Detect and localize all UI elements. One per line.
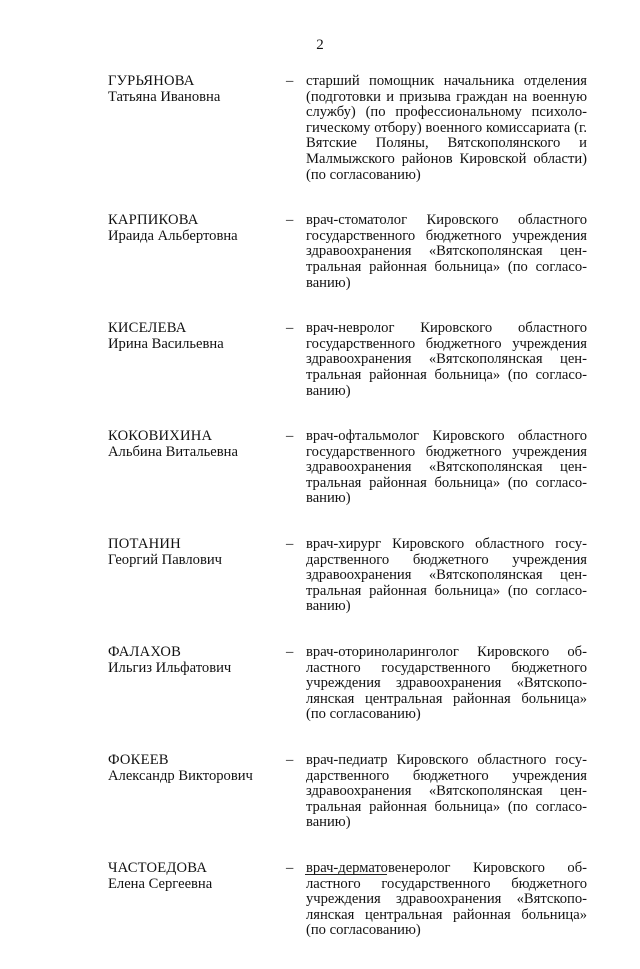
- member-role: врач-невролог Кировского областного государственного бюджетного учреждения здравоохранения «Вятскополянская центральная районная больница» (по согласованию): [306, 320, 587, 399]
- member-name: [108, 861, 286, 939]
- dash-separator: –: [286, 859, 294, 876]
- member-name: [108, 753, 286, 831]
- dash-separator: –: [286, 320, 294, 337]
- member-entry: [108, 213, 594, 291]
- dash-separator: –: [286, 752, 294, 768]
- closing-rule: [305, 874, 387, 875]
- member-surname: ЧАСТОЕДОВА: [108, 859, 208, 876]
- member-entry: [108, 753, 594, 831]
- member-name: [108, 537, 286, 615]
- member-given-name: Александр Викторович: [108, 767, 253, 784]
- member-given-name: Елена Сергеевна: [108, 875, 213, 892]
- member-entry: [108, 645, 594, 723]
- member-entry: [108, 429, 594, 507]
- member-entry: [108, 537, 594, 615]
- dash-separator: –: [286, 644, 294, 661]
- dash-separator: –: [286, 212, 294, 229]
- member-surname: ФАЛАХОВ: [108, 644, 182, 661]
- member-list: [108, 74, 594, 969]
- dash-separator: –: [286, 536, 294, 553]
- member-given-name: Ирина Васильевна: [108, 335, 224, 352]
- member-surname: КИСЕЛЕВА: [108, 320, 187, 337]
- member-entry: [108, 74, 594, 183]
- member-given-name: Ираида Альбертовна: [108, 227, 238, 244]
- member-given-name: Георгий Павлович: [108, 551, 222, 568]
- dash-separator: –: [286, 428, 294, 445]
- member-name: [108, 213, 286, 291]
- member-entry: [108, 321, 594, 399]
- member-surname: ФОКЕЕВ: [108, 752, 169, 768]
- member-name: [108, 429, 286, 507]
- member-name: [108, 74, 286, 183]
- member-given-name: Альбина Витальевна: [108, 443, 238, 460]
- member-surname: КОКОВИХИНА: [108, 428, 213, 445]
- member-surname: ПОТАНИН: [108, 536, 181, 553]
- member-role: врач-педиатр Кировского областного государственного бюджетного учреждения здравоохранения «Вятскополянская центральная районная больница» (по согласованию): [306, 752, 587, 831]
- member-role: врач-хирург Кировского областного государственного бюджетного учреждения здравоохранения «Вятскополянская центральная районная больница» (по согласованию): [306, 536, 587, 615]
- member-role: врач-дерматовенеролог Кировского областного государственного бюджетного учреждения здравоохранения «Вятскополянская центральная районная больница» (по согласованию): [306, 859, 587, 939]
- page-number: 2: [316, 37, 324, 53]
- member-entry: [108, 861, 594, 939]
- member-name: [108, 645, 286, 723]
- member-role: врач-стоматолог Кировского областного государственного бюджетного учреждения здравоохранения «Вятскополянская центральная районная больница» (по согласованию): [306, 212, 587, 291]
- member-role: старший помощник начальника отделения (подготовки и призыва граждан на военную службу) (по профессиональному психологическому отбору) военного комиссариата (г. Вятские Поляны, Вятскополянского и Малмыжского районов Кировской области) (по согласованию): [306, 73, 587, 183]
- member-surname: ГУРЬЯНОВА: [108, 73, 195, 89]
- member-given-name: Ильгиз Ильфатович: [108, 659, 232, 676]
- member-given-name: Татьяна Ивановна: [108, 88, 221, 105]
- member-role: врач-оториноларинголог Кировского областного государственного бюджетного учреждения здравоохранения «Вятскополянская центральная районная больница» (по согласованию): [306, 644, 587, 723]
- member-name: [108, 321, 286, 399]
- dash-separator: –: [286, 73, 294, 89]
- member-surname: КАРПИКОВА: [108, 212, 199, 229]
- member-role: врач-офтальмолог Кировского областного государственного бюджетного учреждения здравоохранения «Вятскополянская центральная районная больница» (по согласованию): [306, 428, 587, 507]
